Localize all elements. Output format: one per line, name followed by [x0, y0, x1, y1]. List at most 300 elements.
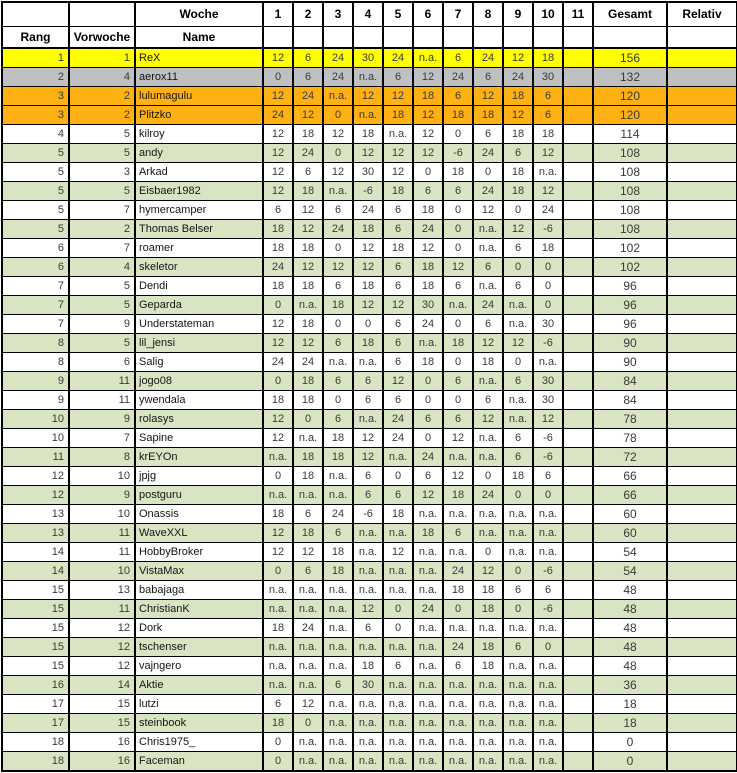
cell-week-11[interactable] — [563, 48, 593, 68]
cell-week-2[interactable]: 12 — [293, 106, 323, 125]
cell-name[interactable]: Geparda — [135, 296, 263, 315]
cell-week-3[interactable]: 6 — [323, 372, 353, 391]
cell-gesamt[interactable]: 66 — [593, 467, 667, 486]
cell-week-1[interactable]: 6 — [263, 201, 293, 220]
cell-gesamt[interactable]: 78 — [593, 429, 667, 448]
cell-vorwoche[interactable]: 7 — [69, 239, 135, 258]
cell-week-11[interactable] — [563, 448, 593, 467]
cell-name[interactable]: babajaga — [135, 581, 263, 600]
cell-vorwoche[interactable]: 15 — [69, 714, 135, 733]
cell-vorwoche[interactable]: 10 — [69, 467, 135, 486]
cell-week-3[interactable]: 6 — [323, 676, 353, 695]
cell-week-5[interactable]: n.a. — [383, 695, 413, 714]
cell-week-7[interactable]: 6 — [443, 524, 473, 543]
cell-week-7[interactable]: 0 — [443, 125, 473, 144]
cell-week-7[interactable]: 18 — [443, 581, 473, 600]
cell-week-4[interactable]: 18 — [353, 334, 383, 353]
cell-week-8[interactable]: 6 — [473, 125, 503, 144]
cell-week-2[interactable]: 6 — [293, 48, 323, 68]
cell-week-4[interactable]: 12 — [353, 429, 383, 448]
cell-week-4[interactable]: 12 — [353, 258, 383, 277]
cell-week-7[interactable]: 18 — [443, 486, 473, 505]
cell-week-9[interactable]: 0 — [503, 353, 533, 372]
cell-week-1[interactable]: 24 — [263, 353, 293, 372]
cell-week-5[interactable]: n.a. — [383, 676, 413, 695]
cell-week-9[interactable]: 0 — [503, 600, 533, 619]
cell-week-10[interactable]: n.a. — [533, 695, 563, 714]
cell-week-6[interactable]: n.a. — [413, 638, 443, 657]
cell-week-7[interactable]: 24 — [443, 638, 473, 657]
cell-vorwoche[interactable]: 14 — [69, 676, 135, 695]
cell-rang[interactable]: 14 — [2, 562, 69, 581]
cell-week-8[interactable]: 6 — [473, 315, 503, 334]
cell-week-2[interactable]: 12 — [293, 201, 323, 220]
cell-week-2[interactable]: 0 — [293, 714, 323, 733]
cell-rang[interactable]: 15 — [2, 581, 69, 600]
cell-week-6[interactable]: 12 — [413, 486, 443, 505]
cell-name[interactable]: vajngero — [135, 657, 263, 676]
cell-week-3[interactable]: 18 — [323, 562, 353, 581]
cell-week-8[interactable]: 18 — [473, 600, 503, 619]
cell-week-10[interactable]: 12 — [533, 410, 563, 429]
cell-week-8[interactable]: 0 — [473, 467, 503, 486]
cell-vorwoche[interactable]: 11 — [69, 543, 135, 562]
cell-week-4[interactable]: 12 — [353, 448, 383, 467]
cell-gesamt[interactable]: 48 — [593, 657, 667, 676]
cell-week-1[interactable]: 6 — [263, 695, 293, 714]
cell-week-10[interactable]: 6 — [533, 106, 563, 125]
cell-week-6[interactable]: 18 — [413, 201, 443, 220]
cell-week-11[interactable] — [563, 410, 593, 429]
cell-week-9[interactable]: 12 — [503, 106, 533, 125]
cell-week-4[interactable]: n.a. — [353, 524, 383, 543]
cell-rang[interactable]: 17 — [2, 695, 69, 714]
cell-gesamt[interactable]: 96 — [593, 277, 667, 296]
cell-relativ[interactable] — [667, 372, 737, 391]
cell-gesamt[interactable]: 108 — [593, 201, 667, 220]
cell-rang[interactable]: 3 — [2, 106, 69, 125]
cell-vorwoche[interactable]: 16 — [69, 752, 135, 772]
cell-name[interactable]: Sapine — [135, 429, 263, 448]
cell-week-10[interactable]: n.a. — [533, 163, 563, 182]
cell-week-2[interactable]: n.a. — [293, 581, 323, 600]
header-week-4[interactable]: 4 — [353, 2, 383, 26]
header-blank-cell[interactable] — [473, 26, 503, 48]
cell-week-2[interactable]: 18 — [293, 448, 323, 467]
cell-week-8[interactable]: 24 — [473, 296, 503, 315]
cell-week-9[interactable]: 6 — [503, 429, 533, 448]
cell-week-9[interactable]: 6 — [503, 144, 533, 163]
cell-week-6[interactable]: 6 — [413, 410, 443, 429]
cell-vorwoche[interactable]: 15 — [69, 695, 135, 714]
cell-relativ[interactable] — [667, 410, 737, 429]
cell-week-9[interactable]: 6 — [503, 239, 533, 258]
cell-week-10[interactable]: 30 — [533, 68, 563, 87]
cell-rang[interactable]: 7 — [2, 277, 69, 296]
cell-week-9[interactable]: 0 — [503, 201, 533, 220]
cell-name[interactable]: ReX — [135, 48, 263, 68]
cell-name[interactable]: jogo08 — [135, 372, 263, 391]
cell-vorwoche[interactable]: 11 — [69, 524, 135, 543]
cell-week-7[interactable]: 0 — [443, 391, 473, 410]
cell-week-5[interactable]: 6 — [383, 334, 413, 353]
cell-week-11[interactable] — [563, 296, 593, 315]
cell-week-10[interactable]: n.a. — [533, 505, 563, 524]
cell-week-4[interactable]: 12 — [353, 296, 383, 315]
cell-week-1[interactable]: 24 — [263, 106, 293, 125]
cell-week-1[interactable]: n.a. — [263, 657, 293, 676]
cell-relativ[interactable] — [667, 600, 737, 619]
cell-week-10[interactable]: n.a. — [533, 524, 563, 543]
cell-gesamt[interactable]: 48 — [593, 600, 667, 619]
cell-vorwoche[interactable]: 2 — [69, 106, 135, 125]
cell-week-5[interactable]: 18 — [383, 239, 413, 258]
cell-name[interactable]: Plitzko — [135, 106, 263, 125]
cell-rang[interactable]: 12 — [2, 486, 69, 505]
cell-week-7[interactable]: n.a. — [443, 543, 473, 562]
cell-week-7[interactable]: n.a. — [443, 695, 473, 714]
cell-name[interactable]: jpjg — [135, 467, 263, 486]
cell-rang[interactable]: 11 — [2, 448, 69, 467]
cell-week-9[interactable]: n.a. — [503, 676, 533, 695]
cell-week-3[interactable]: 0 — [323, 239, 353, 258]
cell-week-6[interactable]: 18 — [413, 524, 443, 543]
cell-rang[interactable]: 15 — [2, 638, 69, 657]
header-week-9[interactable]: 9 — [503, 2, 533, 26]
cell-name[interactable]: Aktie — [135, 676, 263, 695]
cell-gesamt[interactable]: 48 — [593, 619, 667, 638]
cell-week-3[interactable]: 18 — [323, 448, 353, 467]
cell-week-8[interactable]: 24 — [473, 486, 503, 505]
cell-week-4[interactable]: 12 — [353, 144, 383, 163]
cell-week-6[interactable]: 6 — [413, 182, 443, 201]
cell-week-6[interactable]: 30 — [413, 296, 443, 315]
cell-week-9[interactable]: 18 — [503, 163, 533, 182]
cell-week-5[interactable]: n.a. — [383, 638, 413, 657]
cell-week-10[interactable]: 12 — [533, 144, 563, 163]
cell-rang[interactable]: 7 — [2, 296, 69, 315]
cell-vorwoche[interactable]: 5 — [69, 334, 135, 353]
cell-name[interactable]: rolasys — [135, 410, 263, 429]
cell-week-7[interactable]: n.a. — [443, 448, 473, 467]
cell-vorwoche[interactable]: 5 — [69, 144, 135, 163]
cell-gesamt[interactable]: 84 — [593, 372, 667, 391]
cell-relativ[interactable] — [667, 182, 737, 201]
cell-week-8[interactable]: 12 — [473, 562, 503, 581]
cell-week-10[interactable]: 30 — [533, 391, 563, 410]
cell-name[interactable]: Faceman — [135, 752, 263, 772]
cell-week-2[interactable]: 24 — [293, 87, 323, 106]
cell-week-1[interactable]: 0 — [263, 733, 293, 752]
cell-week-5[interactable]: 24 — [383, 410, 413, 429]
cell-week-8[interactable]: n.a. — [473, 524, 503, 543]
header-gesamt[interactable]: Gesamt — [593, 2, 667, 26]
cell-relativ[interactable] — [667, 486, 737, 505]
cell-week-6[interactable]: 12 — [413, 125, 443, 144]
cell-vorwoche[interactable]: 11 — [69, 600, 135, 619]
cell-week-6[interactable]: n.a. — [413, 562, 443, 581]
cell-gesamt[interactable]: 102 — [593, 239, 667, 258]
cell-week-2[interactable]: 12 — [293, 543, 323, 562]
cell-relativ[interactable] — [667, 106, 737, 125]
cell-gesamt[interactable]: 78 — [593, 410, 667, 429]
cell-relativ[interactable] — [667, 353, 737, 372]
cell-week-1[interactable]: n.a. — [263, 486, 293, 505]
cell-week-10[interactable]: -6 — [533, 448, 563, 467]
cell-rang[interactable]: 9 — [2, 391, 69, 410]
cell-week-5[interactable]: n.a. — [383, 733, 413, 752]
cell-week-7[interactable]: n.a. — [443, 752, 473, 772]
cell-gesamt[interactable]: 120 — [593, 106, 667, 125]
cell-week-8[interactable]: 24 — [473, 144, 503, 163]
cell-vorwoche[interactable]: 10 — [69, 562, 135, 581]
cell-week-8[interactable]: n.a. — [473, 733, 503, 752]
cell-week-1[interactable]: 0 — [263, 467, 293, 486]
cell-week-6[interactable]: 24 — [413, 448, 443, 467]
cell-vorwoche[interactable]: 8 — [69, 448, 135, 467]
cell-relativ[interactable] — [667, 296, 737, 315]
cell-week-3[interactable]: n.a. — [323, 733, 353, 752]
cell-week-4[interactable]: 12 — [353, 600, 383, 619]
cell-week-11[interactable] — [563, 600, 593, 619]
cell-week-9[interactable]: n.a. — [503, 714, 533, 733]
cell-week-10[interactable]: 24 — [533, 201, 563, 220]
cell-rang[interactable]: 15 — [2, 600, 69, 619]
cell-week-11[interactable] — [563, 505, 593, 524]
cell-week-1[interactable]: 0 — [263, 68, 293, 87]
cell-week-3[interactable]: 6 — [323, 524, 353, 543]
cell-week-6[interactable]: n.a. — [413, 676, 443, 695]
cell-name[interactable]: Thomas Belser — [135, 220, 263, 239]
header-rang[interactable]: Rang — [2, 26, 69, 48]
cell-week-2[interactable]: 6 — [293, 68, 323, 87]
cell-week-10[interactable]: 18 — [533, 125, 563, 144]
header-week-5[interactable]: 5 — [383, 2, 413, 26]
cell-vorwoche[interactable]: 5 — [69, 277, 135, 296]
cell-week-11[interactable] — [563, 619, 593, 638]
cell-rang[interactable]: 5 — [2, 163, 69, 182]
cell-week-1[interactable]: n.a. — [263, 581, 293, 600]
cell-week-11[interactable] — [563, 182, 593, 201]
cell-week-10[interactable]: 0 — [533, 296, 563, 315]
cell-week-11[interactable] — [563, 201, 593, 220]
cell-week-8[interactable]: 18 — [473, 353, 503, 372]
cell-week-9[interactable]: 18 — [503, 182, 533, 201]
cell-week-1[interactable]: 12 — [263, 410, 293, 429]
cell-week-1[interactable]: 18 — [263, 277, 293, 296]
cell-week-10[interactable]: n.a. — [533, 733, 563, 752]
cell-week-3[interactable]: 12 — [323, 125, 353, 144]
cell-week-9[interactable]: 0 — [503, 258, 533, 277]
cell-week-10[interactable]: n.a. — [533, 543, 563, 562]
cell-week-8[interactable]: 12 — [473, 87, 503, 106]
cell-week-11[interactable] — [563, 562, 593, 581]
cell-rang[interactable]: 5 — [2, 182, 69, 201]
cell-week-4[interactable]: 30 — [353, 163, 383, 182]
cell-week-8[interactable]: n.a. — [473, 220, 503, 239]
cell-week-3[interactable]: 24 — [323, 220, 353, 239]
cell-week-1[interactable]: 18 — [263, 505, 293, 524]
cell-relativ[interactable] — [667, 201, 737, 220]
cell-vorwoche[interactable]: 3 — [69, 163, 135, 182]
cell-week-7[interactable]: 0 — [443, 201, 473, 220]
cell-relativ[interactable] — [667, 524, 737, 543]
cell-vorwoche[interactable]: 5 — [69, 182, 135, 201]
cell-vorwoche[interactable]: 5 — [69, 296, 135, 315]
cell-vorwoche[interactable]: 12 — [69, 619, 135, 638]
cell-week-6[interactable]: 0 — [413, 429, 443, 448]
cell-week-9[interactable]: n.a. — [503, 543, 533, 562]
header-blank-cell[interactable] — [263, 26, 293, 48]
header-vorwoche[interactable]: Vorwoche — [69, 26, 135, 48]
cell-week-9[interactable]: n.a. — [503, 391, 533, 410]
cell-week-2[interactable]: 12 — [293, 220, 323, 239]
cell-week-10[interactable]: n.a. — [533, 619, 563, 638]
cell-name[interactable]: Eisbaer1982 — [135, 182, 263, 201]
cell-name[interactable]: WaveXXL — [135, 524, 263, 543]
cell-week-4[interactable]: n.a. — [353, 695, 383, 714]
cell-week-1[interactable]: 18 — [263, 714, 293, 733]
cell-week-4[interactable]: 6 — [353, 467, 383, 486]
cell-week-11[interactable] — [563, 714, 593, 733]
cell-name[interactable]: lil_jensi — [135, 334, 263, 353]
cell-week-3[interactable]: 12 — [323, 163, 353, 182]
cell-week-3[interactable]: n.a. — [323, 182, 353, 201]
cell-week-6[interactable]: n.a. — [413, 695, 443, 714]
cell-week-8[interactable]: 12 — [473, 334, 503, 353]
cell-week-8[interactable]: 18 — [473, 657, 503, 676]
cell-week-2[interactable]: n.a. — [293, 752, 323, 772]
cell-rang[interactable]: 9 — [2, 372, 69, 391]
cell-week-11[interactable] — [563, 220, 593, 239]
cell-week-8[interactable]: n.a. — [473, 676, 503, 695]
cell-week-9[interactable]: n.a. — [503, 752, 533, 772]
cell-week-9[interactable]: 0 — [503, 562, 533, 581]
cell-week-9[interactable]: n.a. — [503, 733, 533, 752]
cell-vorwoche[interactable]: 7 — [69, 429, 135, 448]
cell-week-1[interactable]: 18 — [263, 220, 293, 239]
cell-week-7[interactable]: -6 — [443, 144, 473, 163]
cell-week-1[interactable]: 12 — [263, 524, 293, 543]
cell-week-8[interactable]: 12 — [473, 410, 503, 429]
cell-rang[interactable]: 4 — [2, 125, 69, 144]
cell-gesamt[interactable]: 108 — [593, 220, 667, 239]
cell-week-3[interactable]: n.a. — [323, 581, 353, 600]
cell-week-3[interactable]: n.a. — [323, 87, 353, 106]
cell-week-3[interactable]: n.a. — [323, 752, 353, 772]
cell-week-1[interactable]: 12 — [263, 429, 293, 448]
cell-week-4[interactable]: n.a. — [353, 353, 383, 372]
cell-vorwoche[interactable]: 9 — [69, 315, 135, 334]
cell-week-6[interactable]: n.a. — [413, 48, 443, 68]
cell-vorwoche[interactable]: 11 — [69, 372, 135, 391]
cell-week-11[interactable] — [563, 163, 593, 182]
cell-week-11[interactable] — [563, 239, 593, 258]
cell-week-1[interactable]: n.a. — [263, 600, 293, 619]
cell-week-5[interactable]: 6 — [383, 220, 413, 239]
cell-week-11[interactable] — [563, 676, 593, 695]
cell-week-5[interactable]: 18 — [383, 505, 413, 524]
cell-week-6[interactable]: 12 — [413, 68, 443, 87]
cell-week-10[interactable]: 18 — [533, 48, 563, 68]
cell-week-10[interactable]: 0 — [533, 486, 563, 505]
cell-week-3[interactable]: 0 — [323, 391, 353, 410]
cell-week-9[interactable]: 24 — [503, 68, 533, 87]
cell-week-4[interactable]: n.a. — [353, 752, 383, 772]
cell-gesamt[interactable]: 102 — [593, 258, 667, 277]
cell-week-9[interactable]: 18 — [503, 125, 533, 144]
cell-week-4[interactable]: n.a. — [353, 562, 383, 581]
cell-week-11[interactable] — [563, 657, 593, 676]
header-blank-cell[interactable] — [293, 26, 323, 48]
cell-week-1[interactable]: 12 — [263, 125, 293, 144]
cell-week-4[interactable]: n.a. — [353, 638, 383, 657]
cell-week-3[interactable]: 6 — [323, 410, 353, 429]
cell-relativ[interactable] — [667, 87, 737, 106]
cell-week-6[interactable]: 0 — [413, 391, 443, 410]
cell-gesamt[interactable]: 0 — [593, 752, 667, 772]
cell-week-6[interactable]: n.a. — [413, 581, 443, 600]
cell-rang[interactable]: 3 — [2, 87, 69, 106]
cell-rang[interactable]: 1 — [2, 48, 69, 68]
cell-week-9[interactable]: n.a. — [503, 410, 533, 429]
cell-week-5[interactable]: 6 — [383, 657, 413, 676]
cell-week-8[interactable]: n.a. — [473, 505, 503, 524]
cell-vorwoche[interactable]: 6 — [69, 353, 135, 372]
cell-week-6[interactable]: n.a. — [413, 505, 443, 524]
cell-week-7[interactable]: 24 — [443, 68, 473, 87]
cell-week-8[interactable]: 18 — [473, 638, 503, 657]
cell-week-7[interactable]: 12 — [443, 258, 473, 277]
cell-week-11[interactable] — [563, 334, 593, 353]
cell-relativ[interactable] — [667, 334, 737, 353]
cell-week-10[interactable]: n.a. — [533, 752, 563, 772]
cell-week-8[interactable]: 18 — [473, 106, 503, 125]
cell-week-1[interactable]: 12 — [263, 87, 293, 106]
cell-week-2[interactable]: n.a. — [293, 600, 323, 619]
cell-week-4[interactable]: 6 — [353, 486, 383, 505]
cell-week-4[interactable]: 6 — [353, 619, 383, 638]
cell-week-7[interactable]: 0 — [443, 353, 473, 372]
cell-week-10[interactable]: 18 — [533, 239, 563, 258]
cell-rang[interactable]: 18 — [2, 752, 69, 772]
cell-week-2[interactable]: n.a. — [293, 733, 323, 752]
cell-name[interactable]: steinbook — [135, 714, 263, 733]
cell-week-1[interactable]: 12 — [263, 182, 293, 201]
cell-week-7[interactable]: 0 — [443, 600, 473, 619]
cell-gesamt[interactable]: 66 — [593, 486, 667, 505]
cell-week-2[interactable]: 12 — [293, 334, 323, 353]
cell-gesamt[interactable]: 108 — [593, 182, 667, 201]
cell-week-9[interactable]: n.a. — [503, 505, 533, 524]
cell-week-6[interactable]: 12 — [413, 106, 443, 125]
cell-week-8[interactable]: 6 — [473, 68, 503, 87]
header-blank-cell[interactable] — [323, 26, 353, 48]
cell-relativ[interactable] — [667, 258, 737, 277]
cell-week-1[interactable]: 18 — [263, 239, 293, 258]
cell-week-2[interactable]: 24 — [293, 353, 323, 372]
header-blank-cell[interactable] — [667, 26, 737, 48]
cell-name[interactable]: roamer — [135, 239, 263, 258]
cell-week-10[interactable]: n.a. — [533, 657, 563, 676]
cell-week-4[interactable]: n.a. — [353, 733, 383, 752]
cell-week-3[interactable]: n.a. — [323, 467, 353, 486]
cell-week-1[interactable]: 12 — [263, 144, 293, 163]
cell-week-2[interactable]: 18 — [293, 315, 323, 334]
cell-relativ[interactable] — [667, 714, 737, 733]
cell-week-4[interactable]: -6 — [353, 505, 383, 524]
cell-week-8[interactable]: n.a. — [473, 714, 503, 733]
